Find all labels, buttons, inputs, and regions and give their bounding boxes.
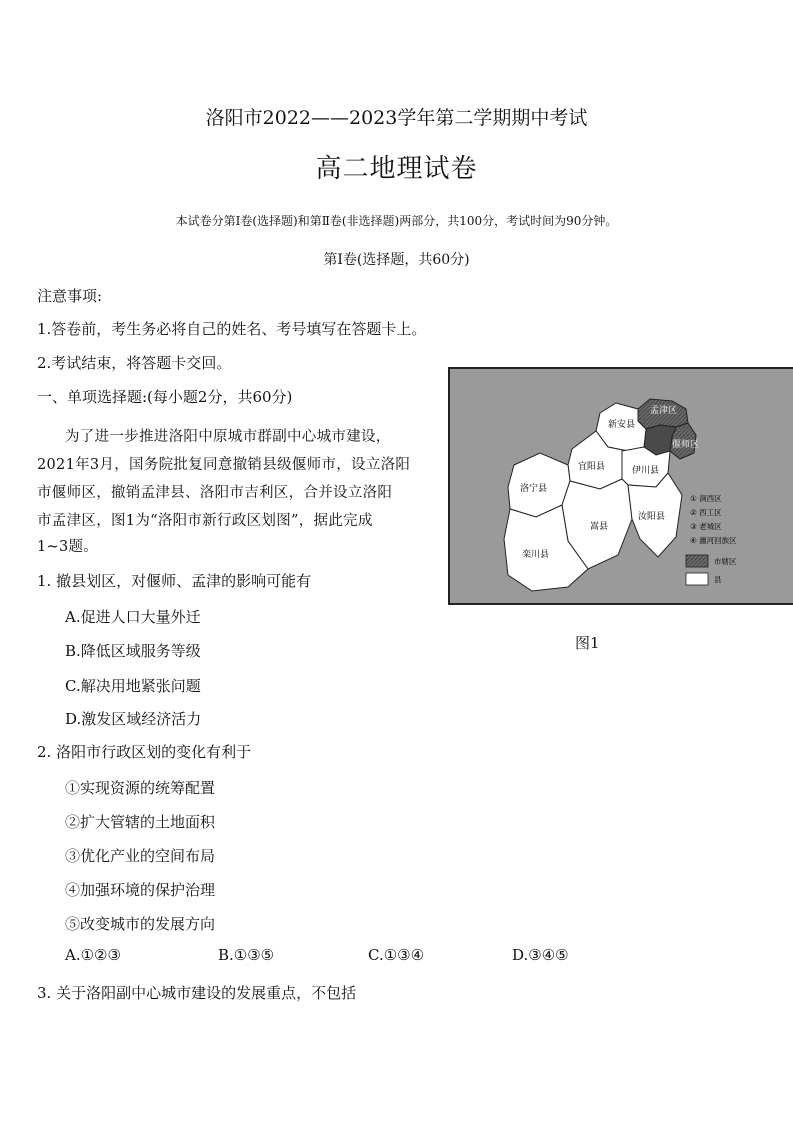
option-b: B.①③⑤	[218, 946, 275, 964]
map-label-yanshi: 偃师区	[672, 440, 700, 450]
statement-item: ④加强环境的保护治理	[65, 881, 216, 899]
option-c: C.①③④	[368, 946, 425, 964]
map-label-yichuan: 伊川县	[632, 466, 660, 476]
map-svg	[450, 369, 793, 603]
figure-caption: 图1	[575, 634, 600, 652]
page-title: 高二地理试卷	[315, 154, 478, 184]
part-heading: 第Ⅰ卷(选择题，共60分)	[323, 252, 470, 268]
legend-item: ③ 老城区	[690, 522, 722, 531]
map-label-ruyang: 汝阳县	[638, 512, 666, 522]
map-label-luanchuan: 栾川县	[522, 550, 550, 560]
map-label-xinan: 新安县	[608, 420, 636, 430]
question-stem: 3. 关于洛阳副中心城市建设的发展重点，不包括	[37, 984, 357, 1002]
option-a: A.①②③	[65, 946, 121, 964]
map-label-songxian: 嵩县	[590, 522, 609, 532]
statement-item: ①实现资源的统筹配置	[65, 779, 216, 797]
passage-line: 为了进一步推进洛阳中原城市群副中心城市建设，	[65, 429, 391, 445]
map-label-mengjin: 孟津区	[650, 406, 678, 416]
legend-item: ④ 瀍河回族区	[690, 536, 737, 545]
notes-heading: 注意事项:	[37, 287, 103, 305]
passage-line: 市偃师区，撤销孟津县、洛阳市吉利区，合并设立洛阳	[37, 485, 393, 501]
exam-info: 本试卷分第Ⅰ卷(选择题)和第Ⅱ卷(非选择题)两部分，共100分，考试时间为90分钟。	[175, 214, 618, 228]
legend-swatch-city	[686, 555, 708, 567]
legend-item: ① 涧西区	[690, 494, 722, 503]
legend-swatch-county	[686, 573, 708, 585]
exam-subtitle: 洛阳市2022——2023学年第二学期期中考试	[205, 107, 588, 129]
question-stem: 2. 洛阳市行政区划的变化有利于	[37, 743, 252, 761]
statement-item: ②扩大管辖的土地面积	[65, 813, 216, 831]
luoyang-map-figure	[448, 367, 793, 605]
option-a: A.促进人口大量外迁	[65, 608, 201, 626]
option-d: D.激发区域经济活力	[65, 710, 202, 728]
legend-item: 市辖区	[714, 557, 737, 566]
passage-line: 1~3题。	[37, 539, 99, 555]
legend-item: 县	[714, 575, 722, 584]
map-label-luoning: 洛宁县	[520, 484, 548, 494]
option-c: C.解决用地紧张问题	[65, 677, 201, 695]
note-item: 1.答卷前，考生务必将自己的姓名、考号填写在答题卡上。	[37, 320, 427, 338]
question-stem: 1. 撤县划区，对偃师、孟津的影响可能有	[37, 572, 312, 590]
section-title: 一、单项选择题:(每小题2分，共60分)	[37, 388, 293, 406]
passage-line: 2021年3月，国务院批复同意撤销县级偃师市，设立洛阳	[37, 457, 411, 473]
map-label-yiyang: 宜阳县	[578, 462, 606, 472]
statement-item: ③优化产业的空间布局	[65, 847, 216, 865]
option-d: D.③④⑤	[512, 946, 569, 964]
statement-item: ⑤改变城市的发展方向	[65, 915, 216, 933]
option-b: B.降低区域服务等级	[65, 642, 201, 660]
legend-item: ② 西工区	[690, 508, 722, 517]
passage-line: 市孟津区，图1为“洛阳市新行政区划图”，据此完成	[37, 513, 373, 529]
note-item: 2.考试结束，将答题卡交回。	[37, 354, 232, 372]
